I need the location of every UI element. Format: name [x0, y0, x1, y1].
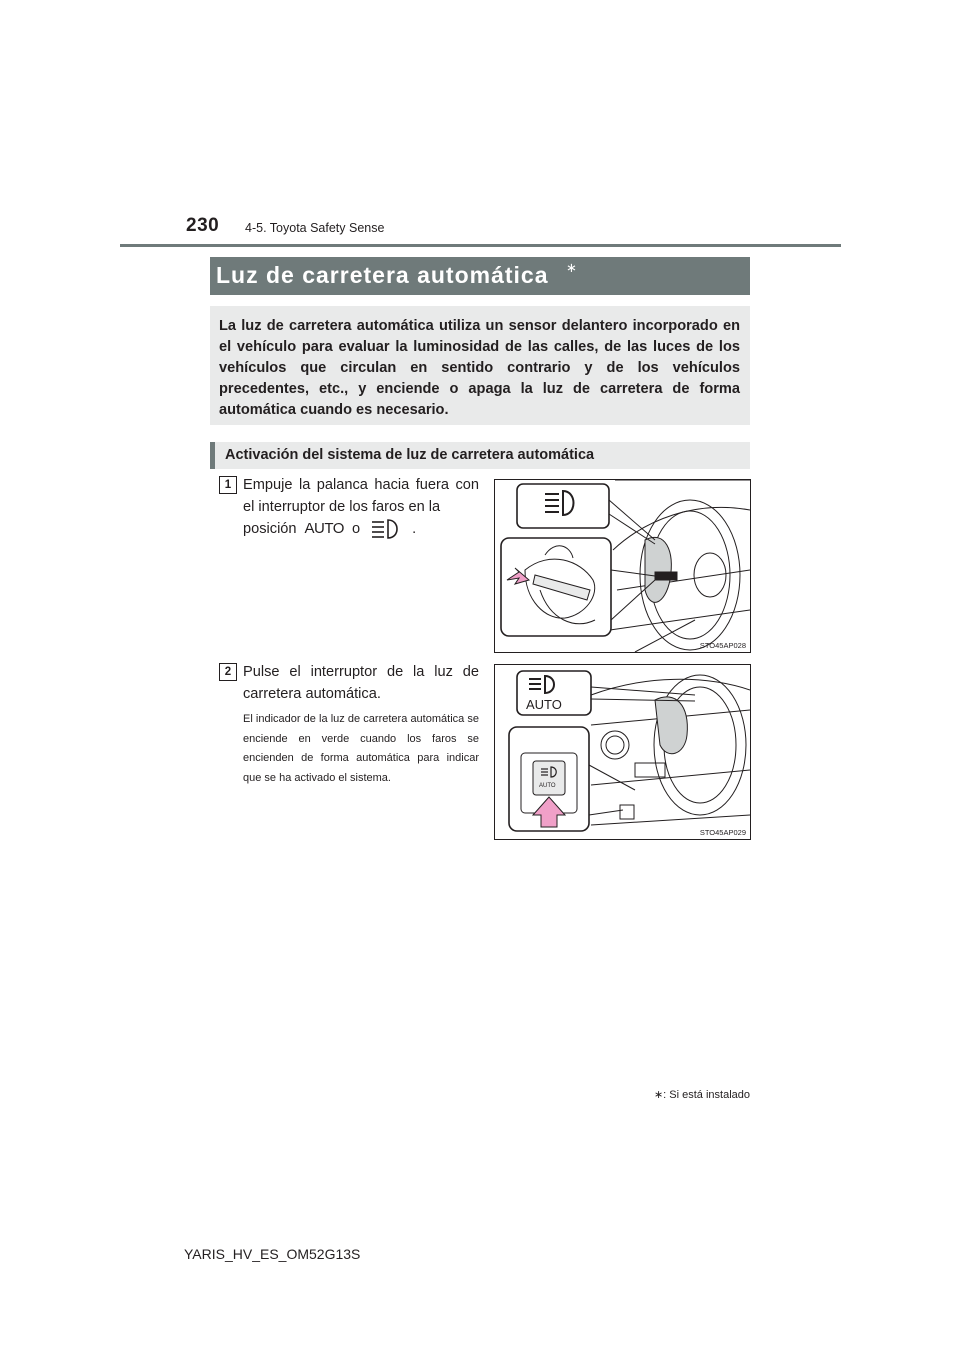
step-1-tail-end: . [412, 521, 417, 537]
footer-code: YARIS_HV_ES_OM52G13S [184, 1246, 361, 1262]
high-beam-icon [366, 518, 406, 540]
intro-text: La luz de carretera automática utiliza un sensor delantero incorporado en el vehículo para evaluar la luminosidad de las calles, de las luces de los vehículos que circulan en sentido contrario y de los vehículos precedentes, etc., y enciende o apaga la luz de carretera de forma automática cuando es necesario. [219, 318, 740, 418]
step-1-tail [243, 518, 416, 540]
page-number: 230 [186, 215, 220, 236]
step-2-note: El indicador de la luz de carretera automática se enciende en verde cuando los faros se encienden de forma automática para indicar que se ha activado el sistema. [243, 713, 479, 784]
step-1-tail-mid: o [351, 521, 361, 537]
step-1-text [243, 474, 479, 540]
switch-illustration [494, 664, 751, 840]
page-title: Luz de carretera automática [216, 262, 549, 288]
illustration-code: STO45AP029 [699, 828, 746, 837]
step-1-badge: 1 [219, 476, 237, 494]
lever-illustration [494, 479, 751, 653]
switch-auto-label: AUTO [539, 783, 556, 789]
subsection-accent [210, 442, 215, 469]
footnote: ∗: Si está instalado [653, 1089, 750, 1101]
step-1-tail-before: posición [243, 521, 297, 537]
auto-word: AUTO [304, 520, 344, 537]
switch-illustration-drawing [495, 665, 750, 839]
installed-mark: ∗ [566, 260, 577, 275]
intro-box [210, 306, 750, 425]
step-2-badge: 2 [219, 663, 237, 681]
section-label: 4-5. Toyota Safety Sense [245, 221, 385, 235]
subsection-bar [210, 442, 750, 469]
illustration-code: STO45AP028 [699, 641, 746, 650]
subsection-title: Activación del sistema de luz de carretera automática [225, 447, 595, 463]
lever-illustration-drawing [495, 480, 750, 652]
header-rule [120, 244, 841, 247]
step-2-text: Pulse el interruptor de la luz de carretera automática. [243, 664, 479, 702]
step-1-body: Empuje la palanca hacia fuera con el interruptor de los faros en la [243, 477, 479, 515]
callout-auto-label: AUTO [526, 697, 562, 712]
title-bar [210, 257, 750, 295]
